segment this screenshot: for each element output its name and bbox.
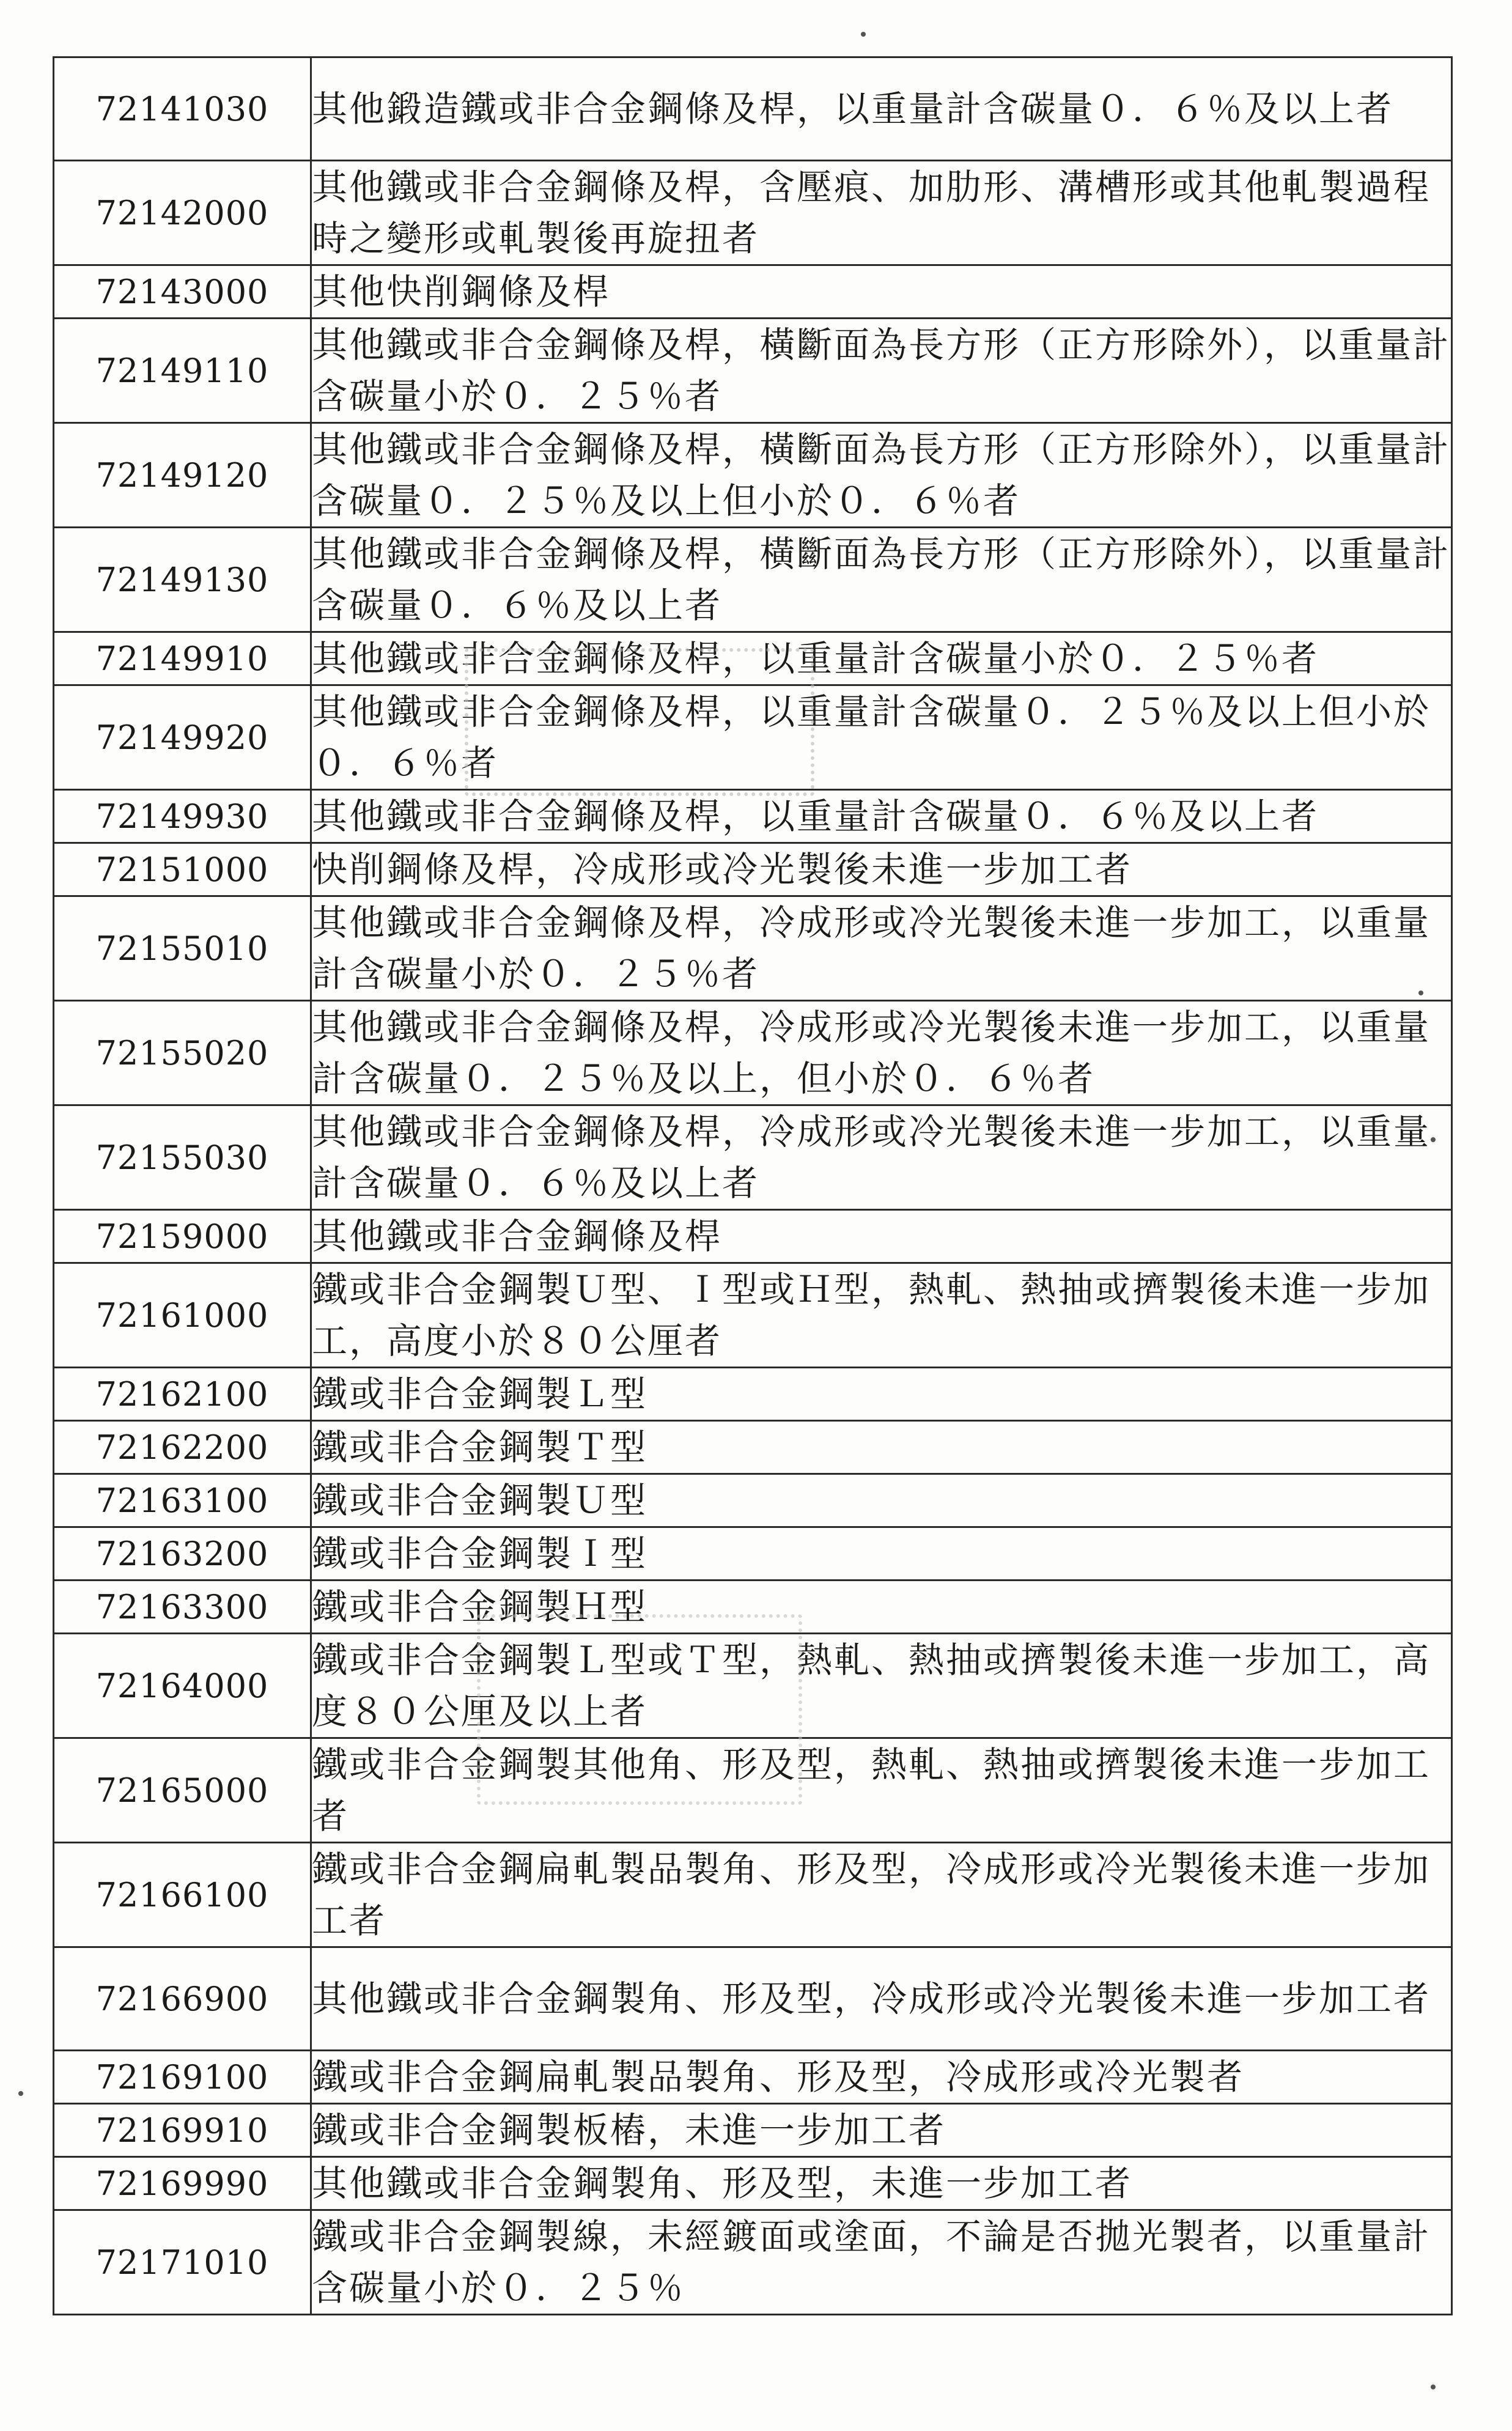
tariff-code-cell: 72163200 (54, 1527, 311, 1581)
scan-speck (18, 2091, 23, 2096)
table-row (54, 265, 1452, 319)
table-row (54, 2210, 1452, 2315)
description-cell: 鐵或非合金鋼製板樁，未進一步加工者 (311, 2104, 1452, 2157)
table-row (54, 528, 1452, 632)
description-cell: 其他鐵或非合金鋼條及桿，橫斷面為長方形（正方形除外），以重量計含碳量小於０．２５％者 (311, 319, 1452, 423)
tariff-code-cell: 72166900 (54, 1947, 311, 2051)
tariff-code-cell: 72169100 (54, 2051, 311, 2104)
table-row (54, 1368, 1452, 1421)
tariff-code-cell: 72165000 (54, 1738, 311, 1843)
tariff-code-cell: 72169910 (54, 2104, 311, 2157)
table-row (54, 161, 1452, 265)
tariff-code-cell: 72151000 (54, 843, 311, 896)
description-cell: 其他鐵或非合金鋼條及桿，冷成形或冷光製後未進一步加工，以重量計含碳量０．６％及以上者 (311, 1105, 1452, 1210)
table-row (54, 790, 1452, 843)
table-row (54, 1210, 1452, 1263)
description-cell: 鐵或非合金鋼製Ｕ型、Ｉ型或Ｈ型，熱軋、熱抽或擠製後未進一步加工，高度小於８０公厘者 (311, 1263, 1452, 1368)
description-cell: 其他鐵或非合金鋼製角、形及型，未進一步加工者 (311, 2157, 1452, 2210)
description-cell: 其他鐵或非合金鋼條及桿，含壓痕、加肋形、溝槽形或其他軋製過程時之變形或軋製後再旋扭者 (311, 161, 1452, 265)
table-row (54, 1001, 1452, 1105)
tariff-code-cell: 72142000 (54, 161, 311, 265)
tariff-code-cell: 72149930 (54, 790, 311, 843)
table-row (54, 1474, 1452, 1527)
table-row (54, 1421, 1452, 1474)
table-row (54, 2051, 1452, 2104)
description-cell: 鐵或非合金鋼製Ｕ型 (311, 1474, 1452, 1527)
faint-stamp-mark (465, 648, 814, 796)
tariff-code-cell: 72155010 (54, 896, 311, 1001)
tariff-code-cell: 72155020 (54, 1001, 311, 1105)
description-cell: 鐵或非合金鋼製其他角、形及型，熱軋、熱抽或擠製後未進一步加工者 (311, 1738, 1452, 1843)
table-row (54, 896, 1452, 1001)
description-cell: 其他鐵或非合金鋼條及桿，橫斷面為長方形（正方形除外），以重量計含碳量０．６％及以上者 (311, 528, 1452, 632)
description-cell: 其他鐵或非合金鋼條及桿，冷成形或冷光製後未進一步加工，以重量計含碳量０．２５％及以上，但小於０．６％者 (311, 1001, 1452, 1105)
table-row (54, 423, 1452, 528)
description-cell: 其他快削鋼條及桿 (311, 265, 1452, 319)
tariff-code-cell: 72143000 (54, 265, 311, 319)
description-cell: 鐵或非合金鋼扁軋製品製角、形及型，冷成形或冷光製後未進一步加工者 (311, 1843, 1452, 1947)
faint-stamp-mark-lower (477, 1614, 802, 1805)
description-cell: 其他鐵或非合金鋼條及桿，橫斷面為長方形（正方形除外），以重量計含碳量０．２５％及以上但小於０．６％者 (311, 423, 1452, 528)
description-cell: 其他鐵或非合金鋼製角、形及型，冷成形或冷光製後未進一步加工者 (311, 1947, 1452, 2051)
description-cell: 鐵或非合金鋼製Ｉ型 (311, 1527, 1452, 1581)
description-cell: 鐵或非合金鋼扁軋製品製角、形及型，冷成形或冷光製者 (311, 2051, 1452, 2104)
table-row (54, 1105, 1452, 1210)
tariff-code-cell: 72163100 (54, 1474, 311, 1527)
tariff-code-cell: 72161000 (54, 1263, 311, 1368)
description-cell: 鐵或非合金鋼製Ｈ型 (311, 1581, 1452, 1634)
tariff-code-cell: 72149910 (54, 632, 311, 685)
tariff-code-cell: 72163300 (54, 1581, 311, 1634)
scan-speck (861, 32, 866, 37)
description-cell: 鐵或非合金鋼製線，未經鍍面或塗面，不論是否拋光製者，以重量計含碳量小於０．２５％ (311, 2210, 1452, 2315)
table-body (54, 57, 1452, 2315)
tariff-code-cell: 72149130 (54, 528, 311, 632)
scan-speck (1418, 990, 1423, 995)
description-cell: 其他鐵或非合金鋼條及桿，以重量計含碳量０．２５％及以上但小於０．６％者 (311, 685, 1452, 790)
table-row (54, 57, 1452, 161)
tariff-code-cell: 72149110 (54, 319, 311, 423)
description-cell: 鐵或非合金鋼製Ｔ型 (311, 1421, 1452, 1474)
description-cell: 其他鐵或非合金鋼條及桿，以重量計含碳量小於０．２５％者 (311, 632, 1452, 685)
description-cell: 其他鍛造鐵或非合金鋼條及桿，以重量計含碳量０．６％及以上者 (311, 57, 1452, 161)
tariff-code-cell: 72141030 (54, 57, 311, 161)
tariff-code-cell: 72169990 (54, 2157, 311, 2210)
tariff-code-cell: 72164000 (54, 1634, 311, 1738)
tariff-code-cell: 72149920 (54, 685, 311, 790)
tariff-code-table (53, 56, 1453, 2315)
table-row (54, 1843, 1452, 1947)
tariff-code-cell: 72166100 (54, 1843, 311, 1947)
table-row (54, 843, 1452, 896)
description-cell: 快削鋼條及桿，冷成形或冷光製後未進一步加工者 (311, 843, 1452, 896)
description-cell: 其他鐵或非合金鋼條及桿，冷成形或冷光製後未進一步加工，以重量計含碳量小於０．２５％者 (311, 896, 1452, 1001)
description-cell: 其他鐵或非合金鋼條及桿 (311, 1210, 1452, 1263)
description-cell: 鐵或非合金鋼製Ｌ型或Ｔ型，熱軋、熱抽或擠製後未進一步加工，高度８０公厘及以上者 (311, 1634, 1452, 1738)
tariff-code-cell: 72155030 (54, 1105, 311, 1210)
description-cell: 鐵或非合金鋼製Ｌ型 (311, 1368, 1452, 1421)
scan-speck (1431, 2385, 1436, 2389)
table-row (54, 1263, 1452, 1368)
tariff-code-cell: 72162100 (54, 1368, 311, 1421)
table-row (54, 1947, 1452, 2051)
tariff-code-cell: 72149120 (54, 423, 311, 528)
table-row (54, 2157, 1452, 2210)
tariff-code-cell: 72162200 (54, 1421, 311, 1474)
table-row (54, 319, 1452, 423)
table-row (54, 2104, 1452, 2157)
scan-speck (1431, 1137, 1436, 1142)
tariff-code-cell: 72171010 (54, 2210, 311, 2315)
tariff-code-cell: 72159000 (54, 1210, 311, 1263)
table-row (54, 1527, 1452, 1581)
description-cell: 其他鐵或非合金鋼條及桿，以重量計含碳量０．６％及以上者 (311, 790, 1452, 843)
